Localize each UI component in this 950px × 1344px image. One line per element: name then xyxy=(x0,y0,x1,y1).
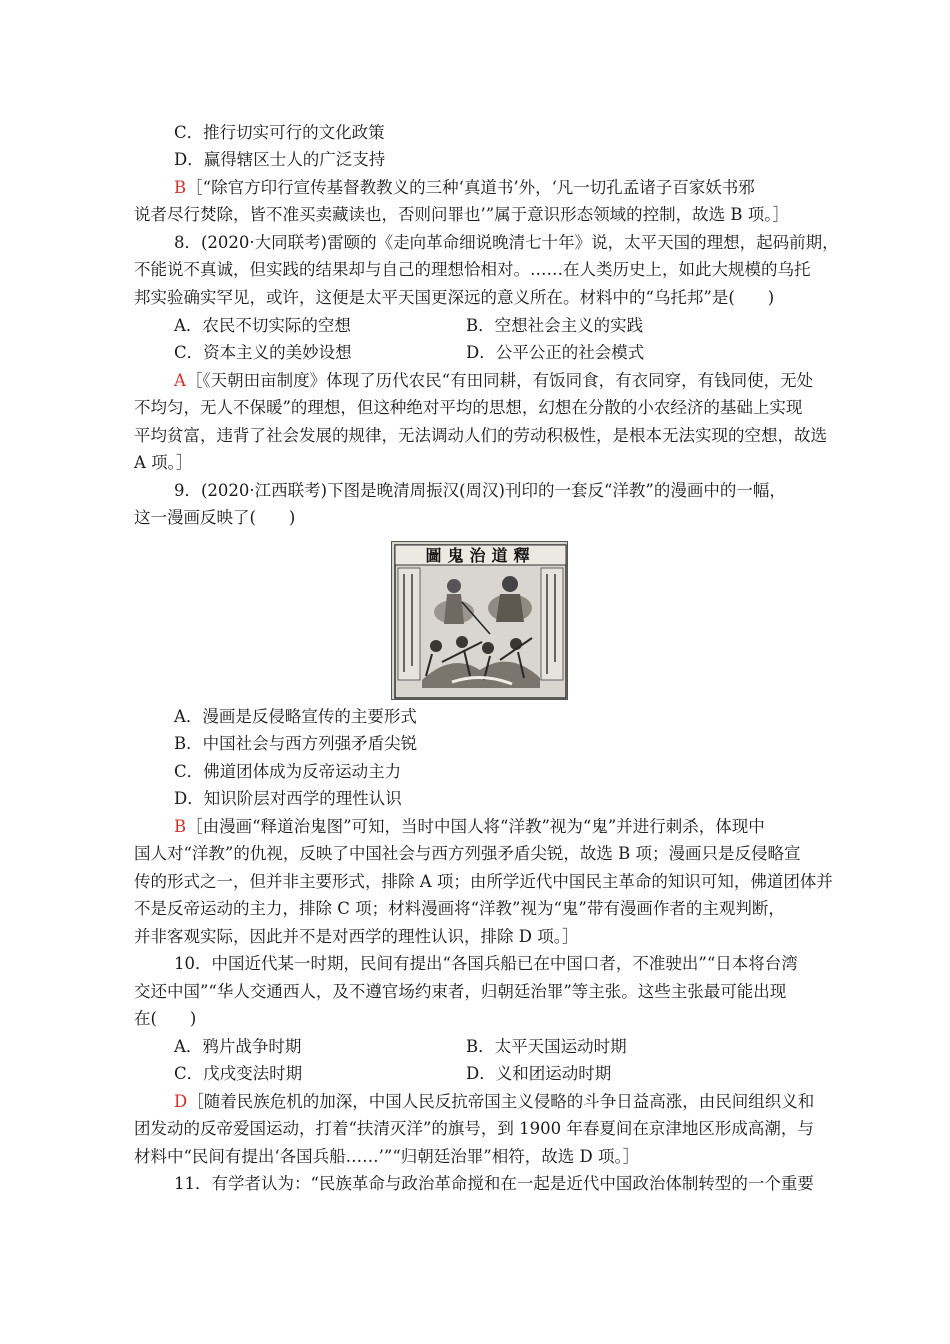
q10-explanation-line: 团发动的反帝爱国运动，打着“扶清灭洋”的旗号，到 1900 年春夏间在京津地区形成高潮，与 xyxy=(134,1119,814,1138)
q9-stem-line: 9．(2020·江西联考)下图是晚清周振汉(周汉)刊印的一套反“洋教”的漫画中的一幅， xyxy=(174,481,786,500)
q8-explanation-line: 平均贫富，违背了社会发展的规律，无法调动人们的劳动积极性，是根本无法实现的空想，故选 xyxy=(134,426,827,445)
q10-explanation-line: 材料中“民间有提出‘各国兵船……’”“归朝廷治罪”相符，故选 D 项。］ xyxy=(134,1147,640,1166)
q9-explanation-line: 并非客观实际，因此并不是对西学的理性认识，排除 D 项。］ xyxy=(134,927,579,946)
q9-option-a: A．漫画是反侵略宣传的主要形式 xyxy=(174,707,417,726)
q7-option-c: C．推行切实可行的文化政策 xyxy=(174,123,385,142)
q9-explanation-line: 不是反帝运动的主力，排除 C 项；材料漫画将“洋教”视为“鬼”带有漫画作者的主观判断， xyxy=(134,899,785,918)
q9-explanation-line xyxy=(174,816,765,838)
q8-explanation-line: A 项。］ xyxy=(134,453,193,472)
q8-answer-letter: A xyxy=(174,371,186,390)
q8-explanation-line: 不均匀，无人不保暖”的理想，但这种绝对平均的思想，幻想在分散的小农经济的基础上实现 xyxy=(134,398,803,417)
q10-stem-line: 交还中国”“华人交通西人，及不遵官场约束者，归朝廷治罪”等主张。这些主张最可能出现 xyxy=(134,982,787,1001)
q10-explanation-text: ［随着民族危机的加深，中国人民反抗帝国主义侵略的斗争日益高涨，由民间组织义和 xyxy=(187,1092,815,1111)
q10-answer-letter: D xyxy=(174,1092,188,1111)
cartoon-image xyxy=(391,541,568,700)
q7-option-d: D．赢得辖区士人的广泛支持 xyxy=(174,150,386,169)
q10-explanation-line xyxy=(174,1091,814,1113)
q7-explanation-line: 说者尽行焚除，皆不准买卖藏读也，否则问罪也’”属于意识形态领域的控制，故选 B 项。］ xyxy=(134,205,790,224)
q10-option-b: B．太平天国运动时期 xyxy=(466,1037,627,1056)
q9-explanation-line: 传的形式之一，但并非主要形式，排除 A 项；由所学近代中国民主革命的知识可知，佛道团体并 xyxy=(134,872,833,891)
q8-option-c: C．资本主义的美妙设想 xyxy=(174,343,352,362)
q8-option-d: D．公平公正的社会模式 xyxy=(466,343,645,362)
q9-explanation-line: 国人对“洋教”的仇视，反映了中国社会与西方列强矛盾尖锐，故选 B 项；漫画只是反侵略宣 xyxy=(134,844,801,863)
q8-option-b: B．空想社会主义的实践 xyxy=(466,316,644,335)
q8-stem-line: 不能说不真诚，但实践的结果却与自己的理想恰相对。……在人类历史上，如此大规模的乌托 xyxy=(134,260,811,279)
q8-option-a: A．农民不切实际的空想 xyxy=(174,316,351,335)
q7-explanation-text: ［“除官方印行宣传基督教教义的三种‘真道书’外，‘凡一切孔孟诸子百家妖书邪 xyxy=(186,178,755,197)
q10-option-a: A．鸦片战争时期 xyxy=(174,1037,302,1056)
q10-option-c: C．戊戌变法时期 xyxy=(174,1064,303,1083)
q8-stem-line: 邦实验确实罕见，或许，这便是太平天国更深远的意义所在。材料中的“乌托邦”是( ) xyxy=(134,288,775,307)
q7-explanation-line xyxy=(174,177,755,199)
q10-stem-line: 在( ) xyxy=(134,1009,197,1028)
cartoon-title: 圖鬼治道釋 xyxy=(425,546,536,565)
q10-stem-line: 10．中国近代某一时期，民间有提出“各国兵船已在中国口者，不准驶出”“日本将台湾 xyxy=(174,954,798,973)
q10-option-d: D．义和团运动时期 xyxy=(466,1064,612,1083)
q9-answer-letter: B xyxy=(174,817,187,836)
q8-explanation-line xyxy=(174,370,813,392)
q8-explanation-text: ［《天朝田亩制度》体现了历代农民“有田同耕，有饭同食，有衣同穿，有钱同使，无处 xyxy=(185,371,814,390)
q7-answer-letter: B xyxy=(174,178,187,197)
q9-option-d: D．知识阶层对西学的理性认识 xyxy=(174,789,402,808)
q11-stem-line: 11．有学者认为：“民族革命与政治革命搅和在一起是近代中国政治体制转型的一个重要 xyxy=(174,1174,814,1193)
q9-option-c: C．佛道团体成为反帝运动主力 xyxy=(174,762,402,781)
q8-stem-line: 8．(2020·大同联考)雷颐的《走向革命细说晚清七十年》说，太平天国的理想，起码前期， xyxy=(174,233,839,252)
q9-stem-line: 这一漫画反映了( ) xyxy=(134,508,296,527)
q9-option-b: B．中国社会与西方列强矛盾尖锐 xyxy=(174,734,418,753)
q9-explanation-text: ［由漫画“释道治鬼图”可知，当时中国人将“洋教”视为“鬼”并进行刺杀，体现中 xyxy=(186,817,765,836)
